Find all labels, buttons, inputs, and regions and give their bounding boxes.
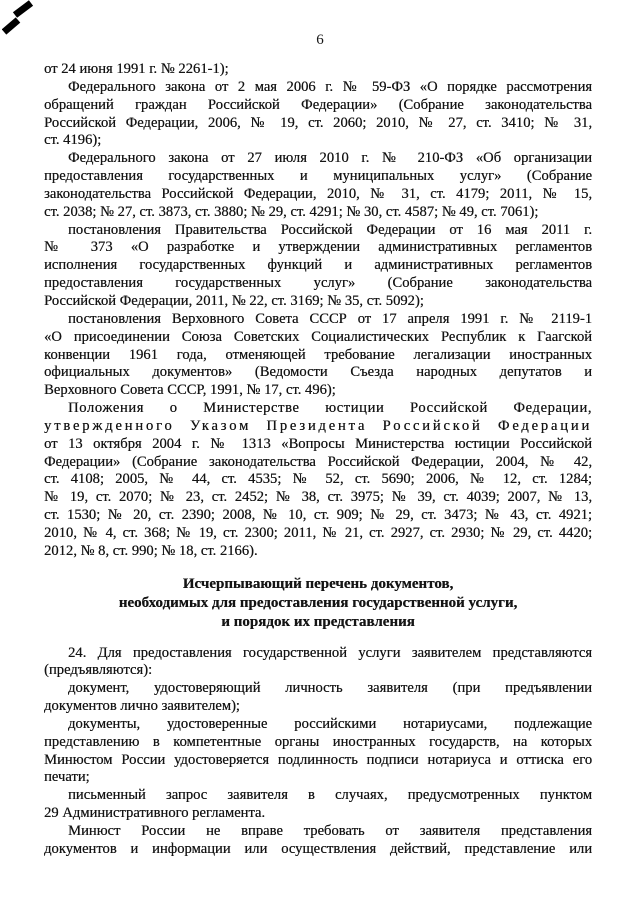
text-line: 2010, № 4, ст. 368; № 19, ст. 2300; 2011, № 21, ст. 2927, ст. 2930; № 29, ст. 4420; (44, 524, 592, 541)
heading-line: и порядок их представления (221, 614, 415, 631)
text-line: постановления Верховного Совета СССР от 17 апреля 1991 г. № 2119-1 (68, 310, 592, 327)
text-line: утвержденного Указом Президента Российской Федерации (44, 417, 592, 434)
paragraph-gap (44, 561, 592, 575)
text-line: обращений граждан Российской Федерации» (Собрание законодательства (44, 96, 592, 113)
text-line: законодательства Российской Федерации, 2010, № 31, ст. 4179; 2011, № 15, (44, 185, 592, 202)
text-line: Минюстом России удостоверяется подлинность подписи нотариуса и оттиска его (44, 751, 592, 768)
text-line: Федерального закона от 2 мая 2006 г. № 59-ФЗ «О порядке рассмотрения (68, 78, 592, 95)
text-line: Минюст России не вправе требовать от заявителя представления (68, 822, 592, 839)
text-line: ст. 4196); (44, 132, 102, 149)
page-number: 6 (316, 32, 324, 48)
text-line: документ, удостоверяющий личность заявителя (при предъявлении (68, 680, 592, 697)
text-line: Положения о Министерстве юстиции Российской Федерации, (68, 400, 592, 417)
text-line: предоставления государственных услуг» (Собрание законодательства (44, 275, 592, 292)
text-line: Федерации» (Собрание законодательства Российской Федерации, 2004, № 42, (44, 453, 592, 470)
text-line: № 19, ст. 2070; № 23, ст. 2452; № 38, ст. 3975; № 39, ст. 4039; 2007, № 13, (44, 489, 592, 506)
text-line: ст. 2038; № 27, ст. 3873, ст. 3880; № 29, ст. 4291; № 30, ст. 4587; № 49, ст. 7061); (44, 203, 539, 220)
text-line: документы, удостоверенные российскими нотариусами, подлежащие (68, 715, 592, 732)
text-line: представлению в компетентные органы иностранных государств, на которых (44, 733, 592, 750)
text-line: печати; (44, 769, 90, 786)
text-line: ст. 1530; № 20, ст. 2390; 2008, № 10, ст. 909; № 29, ст. 3473; № 43, ст. 4921; (44, 507, 592, 524)
text-line: Российской Федерации, 2011, № 22, ст. 3169; № 35, ст. 5092); (44, 292, 424, 309)
text-line: Верховного Совета СССР, 1991, № 17, ст. 496); (44, 382, 336, 399)
text-line: «О присоединении Союза Советских Социалистических Республик к Гаагской (44, 328, 592, 345)
text-line: 24. Для предоставления государственной услуги заявителем представляются (68, 644, 592, 661)
text-line: документов лично заявителем); (44, 698, 240, 715)
text-line: Российской Федерации, 2006, № 19, ст. 2060; 2010, № 27, ст. 3410; № 31, (44, 114, 592, 131)
paragraph-gap (44, 633, 592, 645)
text-line: (предъявляются): (44, 662, 152, 679)
text-line: 29 Административного регламента. (44, 805, 266, 822)
text-line: 2012, № 8, ст. 990; № 18, ст. 2166). (44, 542, 258, 559)
text-line: постановления Правительства Российской Федерации от 16 мая 2011 г. (68, 221, 592, 238)
heading-line: необходимых для предоставления государственной услуги, (118, 594, 518, 611)
text-line: официальных документов» (Ведомости Съезда народных депутатов и (44, 364, 592, 381)
text-line: письменный запрос заявителя в случаях, предусмотренных пунктом (68, 787, 592, 804)
text-line: от 24 июня 1991 г. № 2261-1); (44, 61, 229, 77)
text-line: документов и информации или осуществления действий, представление или (44, 840, 592, 857)
document-text (44, 61, 592, 859)
text-line: конвенции 1961 года, отменяющей требование легализации иностранных (44, 346, 592, 363)
text-line: предоставления государственных и муниципальных услуг» (Собрание (44, 168, 592, 185)
text-line: ст. 4108; 2005, № 44, ст. 4535; № 52, ст. 5690; 2006, № 12, ст. 1284; (44, 471, 592, 488)
text-line: Федерального закона от 27 июля 2010 г. № 210-ФЗ «Об организации (68, 150, 592, 167)
text-line: от 13 октября 2004 г. № 1313 «Вопросы Министерства юстиции Российской (44, 435, 592, 452)
text-line: № 373 «О разработке и утверждении административных регламентов (44, 239, 592, 256)
text-line: исполнения государственных функций и административных регламентов (44, 257, 592, 274)
heading-line: Исчерпывающий перечень документов, (182, 575, 454, 592)
